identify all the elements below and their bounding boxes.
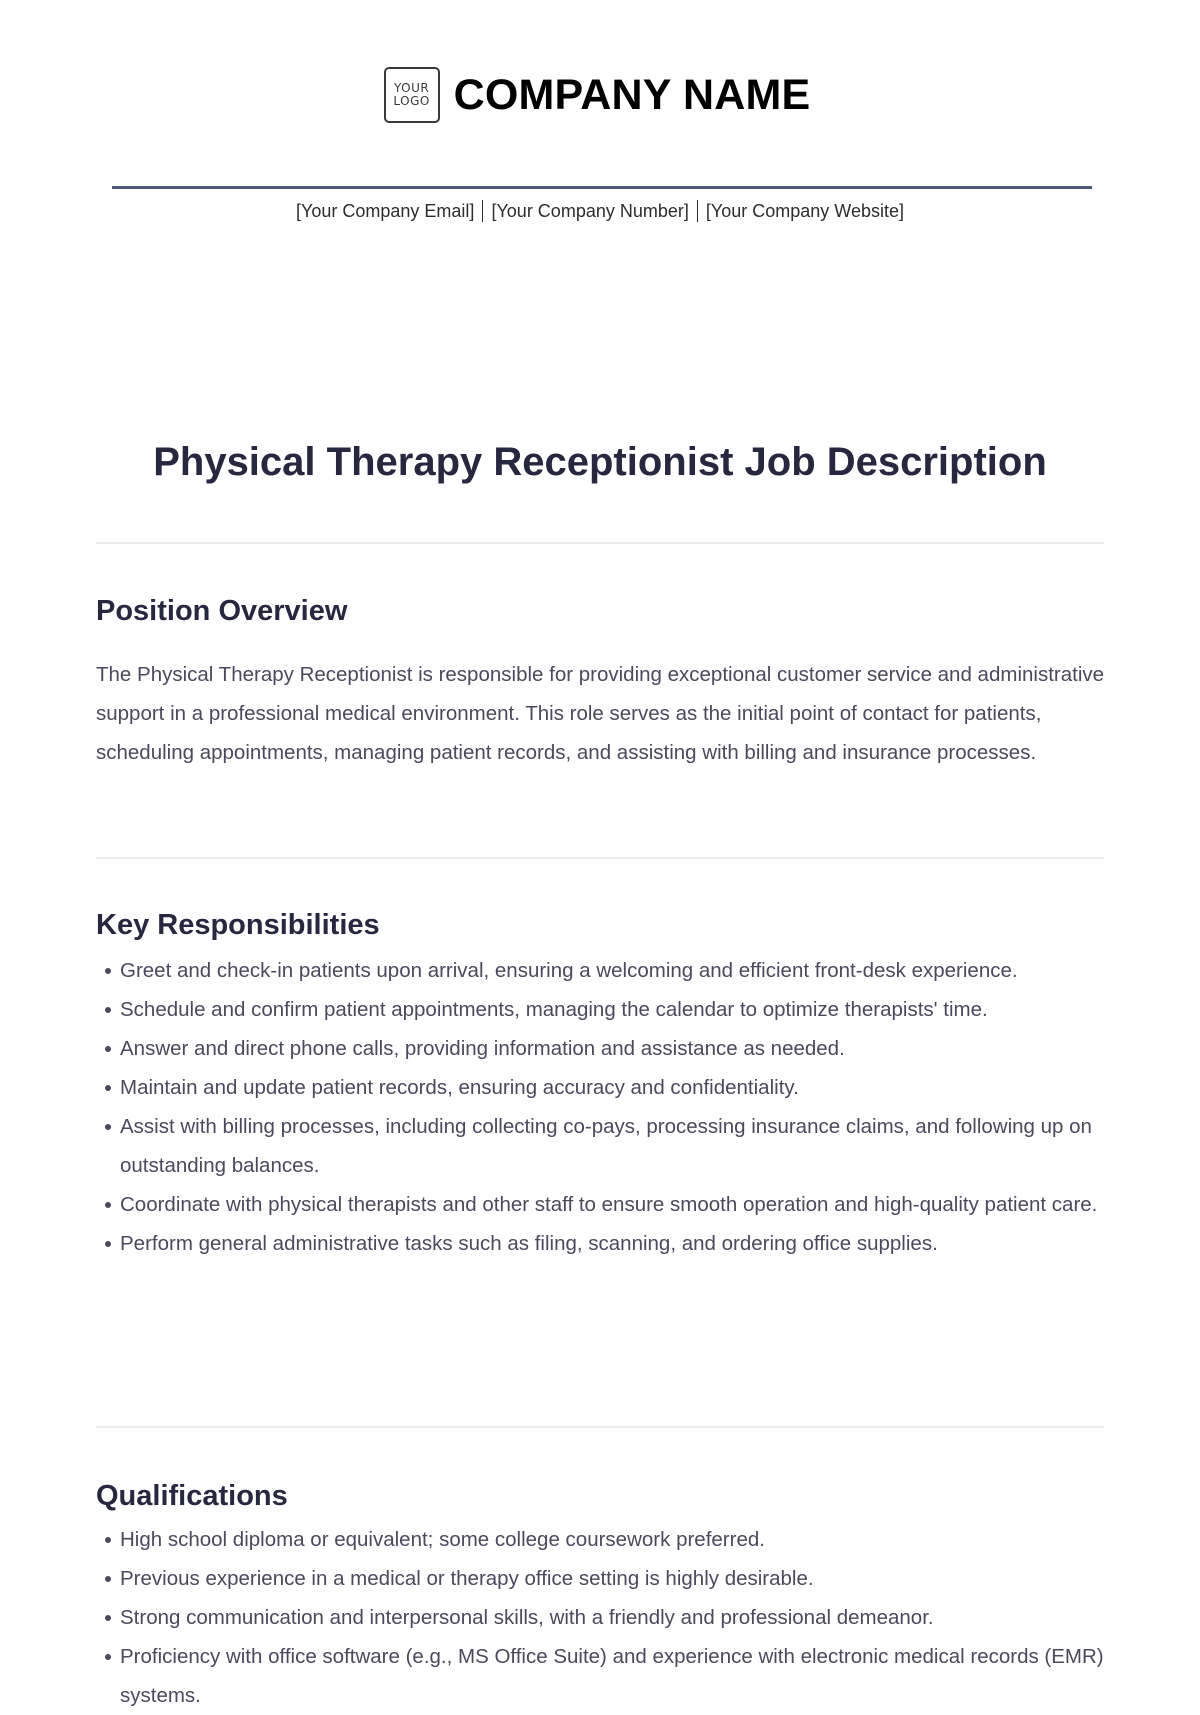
company-website: [Your Company Website] bbox=[705, 201, 904, 221]
logo-text-line2: LOGO bbox=[393, 94, 430, 108]
list-item: Schedule and confirm patient appointments, managing the calendar to optimize therapists' time. bbox=[96, 990, 1106, 1029]
bullet-icon bbox=[105, 1654, 111, 1660]
bullet-icon bbox=[105, 1576, 111, 1582]
list-item: Proficiency with office software (e.g., MS Office Suite) and experience with electronic medical records (EMR) systems. bbox=[96, 1637, 1106, 1715]
section-divider bbox=[96, 857, 1104, 859]
section-divider bbox=[96, 1426, 1104, 1428]
section-heading-position-overview: Position Overview bbox=[96, 595, 348, 627]
list-item: Perform general administrative tasks such as filing, scanning, and ordering office supplies. bbox=[96, 1224, 1106, 1263]
position-overview-paragraph: The Physical Therapy Receptionist is responsible for providing exceptional customer service and administrative support in a professional medical environment. This role serves as the initial point of contact for patients, scheduling appointments, managing patient records, and assisting with billing and insurance processes. bbox=[96, 663, 1105, 764]
bullet-icon bbox=[105, 1241, 111, 1247]
company-name: COMPANY NAME bbox=[453, 70, 811, 119]
contact-separator bbox=[482, 200, 483, 222]
responsibilities-list bbox=[96, 951, 1106, 1263]
logo-placeholder bbox=[384, 67, 440, 123]
bullet-icon bbox=[105, 1615, 111, 1621]
company-number: [Your Company Number] bbox=[491, 201, 689, 221]
list-item: Previous experience in a medical or therapy office setting is highly desirable. bbox=[96, 1559, 1106, 1598]
list-item: High school diploma or equivalent; some college coursework preferred. bbox=[96, 1520, 1106, 1559]
bullet-icon bbox=[105, 1085, 111, 1091]
list-item: Answer and direct phone calls, providing information and assistance as needed. bbox=[96, 1029, 1106, 1068]
bullet-icon bbox=[105, 1202, 111, 1208]
list-item: Coordinate with physical therapists and other staff to ensure smooth operation and high-quality patient care. bbox=[96, 1185, 1106, 1224]
contact-line bbox=[0, 200, 1200, 222]
document-title: Physical Therapy Receptionist Job Description bbox=[153, 440, 1047, 484]
section-heading-key-responsibilities: Key Responsibilities bbox=[96, 909, 380, 941]
bullet-icon bbox=[105, 968, 111, 974]
bullet-icon bbox=[105, 1124, 111, 1130]
section-divider bbox=[96, 542, 1104, 544]
list-item: Greet and check-in patients upon arrival, ensuring a welcoming and efficient front-desk experience. bbox=[96, 951, 1106, 990]
bullet-icon bbox=[105, 1046, 111, 1052]
qualifications-list bbox=[96, 1520, 1106, 1715]
company-email: [Your Company Email] bbox=[296, 201, 475, 221]
bullet-icon bbox=[105, 1537, 111, 1543]
contact-separator bbox=[697, 200, 698, 222]
header-divider bbox=[112, 186, 1092, 189]
list-item: Maintain and update patient records, ensuring accuracy and confidentiality. bbox=[96, 1068, 1106, 1107]
bullet-icon bbox=[105, 1007, 111, 1013]
list-item: Assist with billing processes, including collecting co-pays, processing insurance claims, and following up on outstanding balances. bbox=[96, 1107, 1106, 1185]
logo-text-line1: YOUR bbox=[393, 81, 430, 95]
company-header bbox=[0, 67, 1200, 123]
list-item: Strong communication and interpersonal skills, with a friendly and professional demeanor. bbox=[96, 1598, 1106, 1637]
section-heading-qualifications: Qualifications bbox=[96, 1480, 288, 1512]
